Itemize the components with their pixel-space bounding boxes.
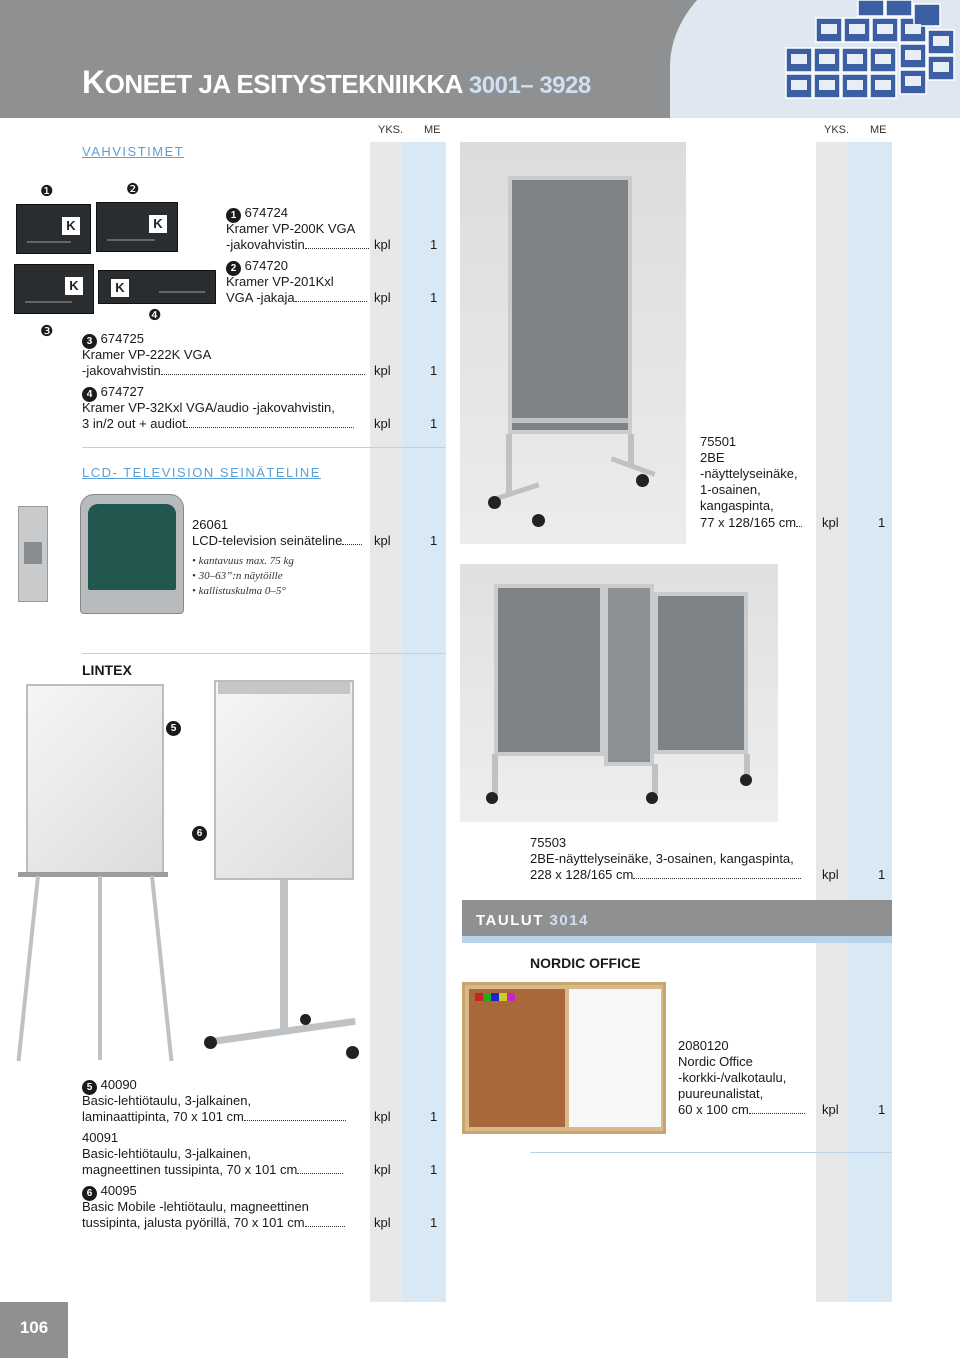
product-name: Kramer VP-200K VGA bbox=[226, 221, 356, 236]
product-qty: 1 bbox=[430, 1109, 438, 1124]
section-title-lintex: LINTEX bbox=[82, 662, 132, 678]
product-name: 77 x 128/165 cm bbox=[700, 515, 802, 531]
product-name: Kramer VP-222K VGA bbox=[82, 347, 212, 362]
feature-bullet: • kallistuskulma 0–5° bbox=[192, 585, 286, 597]
product-name: 2BE-näyttelyseinäke, 3-osainen, kangaspinta, bbox=[530, 851, 794, 866]
product-name: 1-osainen, bbox=[700, 482, 761, 497]
product-unit: kpl bbox=[374, 290, 391, 305]
section-title-taulut: TAULUT 3014 bbox=[476, 912, 589, 929]
product-qty: 1 bbox=[878, 515, 886, 530]
product-code: 26061 bbox=[192, 517, 229, 532]
unit-column-right bbox=[816, 142, 848, 1302]
column-header-yks: YKS. bbox=[824, 124, 850, 136]
flipchart-image-mobile bbox=[200, 676, 370, 1066]
product-name: 60 x 100 cm bbox=[678, 1102, 805, 1118]
product-code: 3 674725 bbox=[82, 331, 144, 349]
display-wall-3-image bbox=[460, 564, 778, 822]
column-header-yks: YKS. bbox=[378, 124, 404, 136]
section-bar-underline bbox=[462, 936, 892, 943]
qty-column-left bbox=[402, 142, 446, 1302]
display-wall-1-image bbox=[460, 142, 686, 544]
boxes-illustration bbox=[776, 0, 960, 118]
product-name: kangaspinta, bbox=[700, 498, 774, 513]
product-qty: 1 bbox=[430, 533, 438, 548]
product-code: 2080120 bbox=[678, 1038, 729, 1053]
section-title-lcd: LCD- TELEVISION SEINÄTELINE bbox=[82, 465, 321, 480]
divider bbox=[82, 653, 446, 654]
product-code: 6 40095 bbox=[82, 1183, 137, 1201]
page-header bbox=[0, 0, 960, 118]
product-name: -jakovahvistin bbox=[82, 363, 365, 379]
product-unit: kpl bbox=[374, 237, 391, 252]
product-unit: kpl bbox=[374, 363, 391, 378]
marker-2: ❷ bbox=[126, 181, 140, 198]
product-qty: 1 bbox=[430, 416, 438, 431]
product-qty: 1 bbox=[430, 237, 438, 252]
product-code: 1 674724 bbox=[226, 205, 288, 223]
unit-column-left bbox=[370, 142, 402, 1302]
product-name: LCD-television seinäteline bbox=[192, 533, 362, 549]
product-name: VGA -jakaja bbox=[226, 290, 367, 306]
marker-3: ❸ bbox=[40, 323, 54, 340]
product-unit: kpl bbox=[822, 515, 839, 530]
product-code: 4 674727 bbox=[82, 384, 144, 402]
product-qty: 1 bbox=[878, 867, 886, 882]
product-name: Basic-lehtiötaulu, 3-jalkainen, bbox=[82, 1146, 252, 1161]
product-name: tussipinta, jalusta pyörillä, 70 x 101 cm bbox=[82, 1215, 345, 1231]
product-name: 2BE bbox=[700, 450, 725, 465]
page-number: 106 bbox=[19, 1318, 49, 1337]
product-code: 2 674720 bbox=[226, 258, 288, 276]
marker-4: ❹ bbox=[148, 307, 162, 324]
flipchart-image-tripod bbox=[14, 680, 184, 1070]
divider bbox=[530, 1152, 892, 1153]
product-qty: 1 bbox=[430, 1162, 438, 1177]
product-name: Basic Mobile -lehtiötaulu, magneettinen bbox=[82, 1199, 309, 1214]
marker-5: 5 bbox=[166, 718, 181, 736]
lcd-mount-image bbox=[10, 494, 185, 619]
brand-title: NORDIC OFFICE bbox=[530, 955, 641, 971]
column-header-me: ME bbox=[870, 124, 887, 136]
cork-whiteboard-image bbox=[462, 982, 666, 1134]
product-code: 75503 bbox=[530, 835, 567, 850]
feature-bullet: • 30–63”:n näytöille bbox=[192, 570, 283, 582]
product-unit: kpl bbox=[374, 533, 391, 548]
product-name: Kramer VP-201Kxl bbox=[226, 274, 334, 289]
amplifier-image-3: K bbox=[14, 264, 94, 314]
amplifier-image-4: K bbox=[98, 270, 216, 304]
product-code: 5 40090 bbox=[82, 1077, 137, 1095]
product-name: Kramer VP-32Kxl VGA/audio -jakovahvistin, bbox=[82, 400, 335, 415]
product-qty: 1 bbox=[878, 1102, 886, 1117]
product-name: 228 x 128/165 cm bbox=[530, 867, 801, 883]
product-unit: kpl bbox=[374, 1215, 391, 1230]
marker-1: ❶ bbox=[40, 183, 54, 200]
product-unit: kpl bbox=[822, 1102, 839, 1117]
product-name: Nordic Office bbox=[678, 1054, 753, 1069]
marker-6: 6 bbox=[192, 823, 207, 841]
product-name: laminaattipinta, 70 x 101 cm bbox=[82, 1109, 346, 1125]
page-title: KONEET JA ESITYSTEKNIIKKA 3001– 3928 bbox=[82, 64, 591, 100]
product-qty: 1 bbox=[430, 290, 438, 305]
section-title-vahvistimet: VAHVISTIMET bbox=[82, 144, 185, 159]
feature-bullet: • kantavuus max. 75 kg bbox=[192, 555, 294, 567]
product-name: puureunalistat, bbox=[678, 1086, 764, 1101]
product-name: Basic-lehtiötaulu, 3-jalkainen, bbox=[82, 1093, 252, 1108]
product-name: -jakovahvistin bbox=[226, 237, 369, 253]
amplifier-image-1: K bbox=[16, 204, 91, 254]
product-unit: kpl bbox=[374, 1109, 391, 1124]
product-name: -korkki-/valkotaulu, bbox=[678, 1070, 787, 1085]
divider bbox=[82, 447, 446, 448]
product-code: 75501 bbox=[700, 434, 737, 449]
product-code: 40091 bbox=[82, 1130, 119, 1145]
product-unit: kpl bbox=[374, 416, 391, 431]
amplifier-image-2: K bbox=[96, 202, 178, 252]
qty-column-right bbox=[848, 142, 892, 1302]
product-name: -näyttelyseinäke, bbox=[700, 466, 798, 481]
product-qty: 1 bbox=[430, 1215, 438, 1230]
product-unit: kpl bbox=[374, 1162, 391, 1177]
product-unit: kpl bbox=[822, 867, 839, 882]
product-name: magneettinen tussipinta, 70 x 101 cm bbox=[82, 1162, 343, 1178]
product-name: 3 in/2 out + audiot bbox=[82, 416, 354, 432]
product-qty: 1 bbox=[430, 363, 438, 378]
column-header-me: ME bbox=[424, 124, 441, 136]
